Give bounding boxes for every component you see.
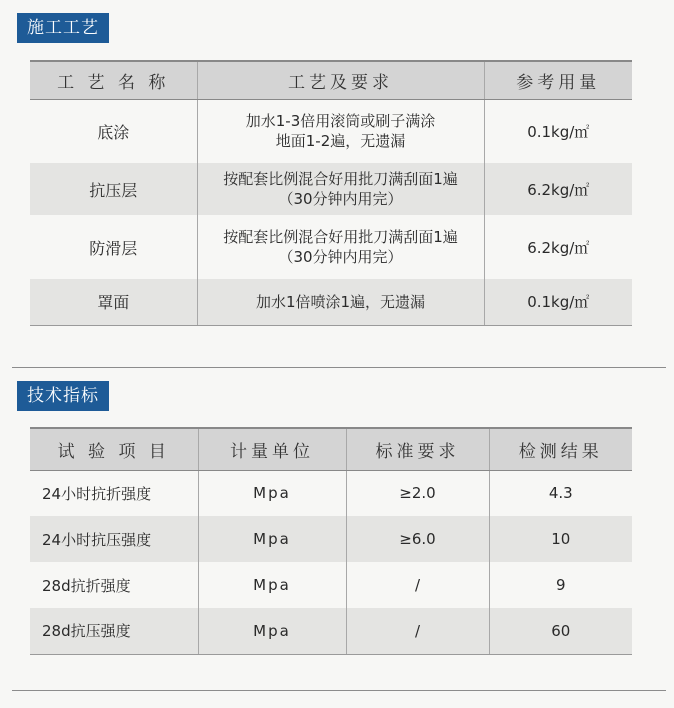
unit-cell: Mpa — [198, 470, 346, 516]
table-row — [30, 163, 632, 215]
technical-indicators-table — [30, 427, 632, 655]
result-cell: 9 — [489, 562, 632, 608]
process-name-cell: 防滑层 — [89, 238, 138, 258]
header-test-item: 试 验 项 目 — [30, 428, 198, 470]
process-name-cell: 底涂 — [97, 122, 130, 142]
section-divider — [12, 367, 666, 368]
reference-amount-cell: 0.1kg/㎡ — [527, 122, 590, 141]
header-process-requirements: 工艺及要求 — [197, 61, 484, 99]
result-cell: 4.3 — [489, 470, 632, 516]
reference-amount-cell: 6.2kg/㎡ — [484, 163, 632, 215]
reference-amount-cell: 0.1kg/㎡ — [484, 279, 632, 325]
table-header-row — [30, 61, 632, 99]
table-row — [30, 562, 632, 608]
table-row — [30, 279, 632, 325]
reference-amount-cell: 6.2kg/㎡ — [527, 238, 590, 257]
process-requirement-cell — [197, 163, 484, 215]
standard-cell: ≥2.0 — [346, 470, 489, 516]
table-row — [30, 608, 632, 654]
test-item-cell: 24小时抗压强度 — [30, 516, 198, 562]
header-unit: 计量单位 — [198, 428, 346, 470]
header-process-name: 工 艺 名 称 — [30, 61, 197, 99]
requirement-line: 加水1倍喷涂1遍，无遗漏 — [255, 292, 426, 311]
unit-cell: Mpa — [198, 562, 346, 608]
unit-cell: Mpa — [198, 516, 346, 562]
table-row — [30, 516, 632, 562]
test-item-cell: 28d抗折强度 — [42, 576, 131, 595]
requirement-line: 按配套比例混合好用批刀满刮面1遍 — [223, 228, 458, 246]
standard-cell: / — [346, 562, 489, 608]
result-cell: 60 — [489, 608, 632, 654]
process-name-cell: 罩面 — [30, 279, 197, 325]
table-row — [30, 470, 632, 516]
process-name-cell: 抗压层 — [30, 163, 197, 215]
section-divider — [12, 690, 666, 691]
requirement-line: 地面1-2遍，无遗漏 — [275, 132, 406, 151]
section-title-construction-process: 施工工艺 — [17, 13, 109, 43]
unit-cell: Mpa — [198, 608, 346, 654]
process-requirement-cell — [197, 99, 484, 163]
construction-process-table — [30, 60, 632, 326]
requirement-line: 按配套比例混合好用批刀满刮面1遍 — [223, 170, 458, 188]
requirement-line: （30分钟内用完） — [278, 248, 403, 266]
standard-cell: / — [346, 608, 489, 654]
test-item-cell: 24小时抗折强度 — [42, 484, 152, 503]
header-reference-amount: 参考用量 — [484, 61, 632, 99]
requirement-line: 加水1-3倍用滚筒或刷子满涂 — [245, 112, 436, 131]
table-row — [30, 215, 632, 279]
test-item-cell: 28d抗压强度 — [30, 608, 198, 654]
standard-cell: ≥6.0 — [346, 516, 489, 562]
header-standard: 标准要求 — [346, 428, 489, 470]
result-cell: 10 — [489, 516, 632, 562]
process-requirement-cell — [197, 215, 484, 279]
table-header-row — [30, 428, 632, 470]
table-row — [30, 99, 632, 163]
requirement-line: （30分钟内用完） — [278, 190, 403, 208]
process-requirement-cell — [197, 279, 484, 325]
section-title-technical-indicators: 技术指标 — [17, 381, 109, 411]
header-result: 检测结果 — [489, 428, 632, 470]
